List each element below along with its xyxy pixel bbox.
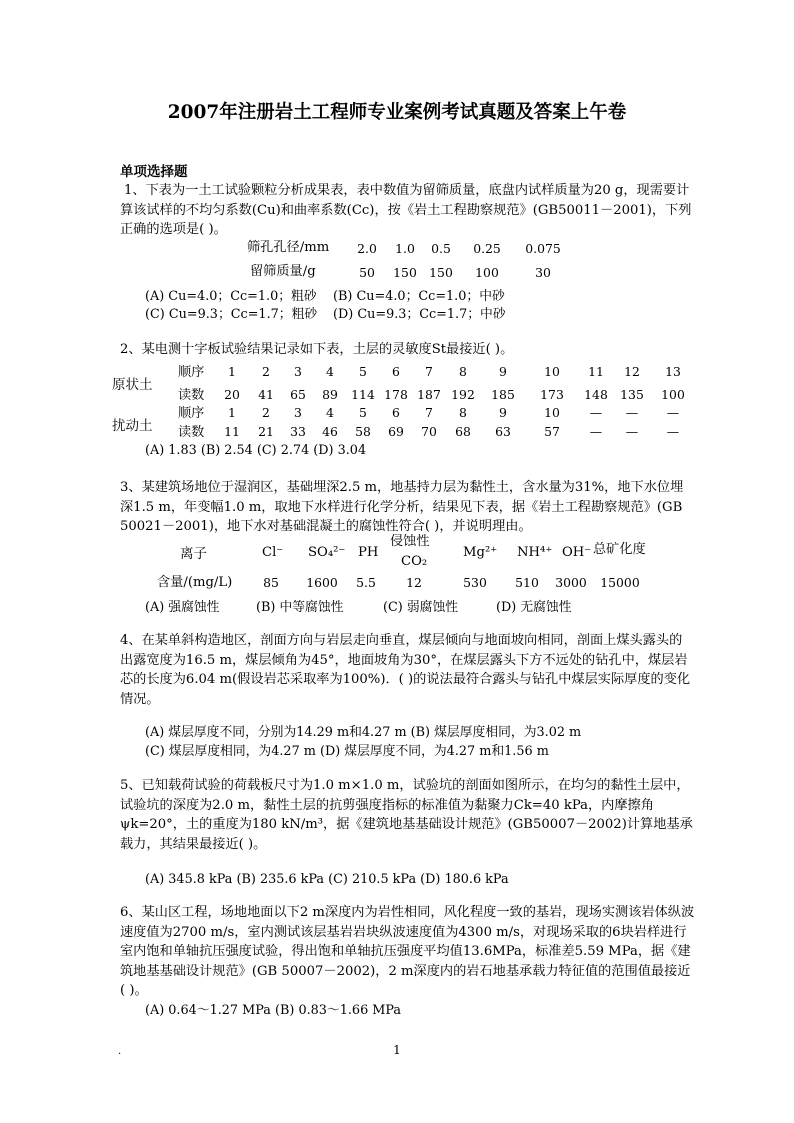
q2-seq-cell: 11 (588, 364, 604, 379)
q3-header-nh: NH⁴⁺ (517, 545, 553, 560)
q3-header-ph: PH (358, 545, 379, 560)
q2-dist-read-cell: 70 (421, 424, 437, 439)
q3-header-co2-bottom: CO₂ (401, 554, 428, 569)
q3-option-c: (C) 弱腐蚀性 (383, 600, 459, 615)
q3-value-cell: 85 (263, 575, 279, 590)
q2-dist-read-cell: 58 (355, 424, 371, 439)
q2-orig-read-cell: 114 (351, 387, 375, 402)
q2-dist-read-cell: 33 (290, 424, 306, 439)
q2-seq-cell: 2 (262, 364, 270, 379)
q3-header-cl: Cl⁻ (262, 545, 284, 560)
q2-soil-original: 原状土 (112, 377, 153, 393)
q3-header-co2-top: 侵蚀性 (390, 534, 430, 549)
q2-dist-seq-cell: 6 (392, 405, 400, 420)
q2-orig-read-cell: 185 (491, 387, 515, 402)
page-number: 1 (393, 1043, 401, 1057)
q2-orig-read-cell: 41 (258, 387, 274, 402)
q1-retained-mass-cell: 100 (475, 265, 499, 280)
q3-header-so4: SO₄²⁻ (308, 545, 346, 560)
q3-option-d: (D) 无腐蚀性 (496, 600, 572, 615)
q2-read-label: 读数 (178, 388, 205, 403)
q4-options-ab: (A) 煤层厚度不同，分别为14.29 m和4.27 m (B) 煤层厚度相同，为3.02 m (145, 725, 582, 740)
q6-text: 6、某山区工程，场地地面以下2 m深度内为岩性相同，风化程度一致的基岩，现场实测该岩体纵波速度值为2700 m/s，室内测试该层基岩岩块纵波速度值为4300 m/s，对现场采取的6块岩样进行室内饱和单轴抗压强度试验，得出饱和单轴抗压强度平均值13.6MPa，标准差5.59 MPa，据《建筑地基基础设计规范》(GB 50007－2002)，2 m深度内的岩石地基承载力特征值的范围值最接近( )。 (120, 905, 695, 998)
q5-options: (A) 345.8 kPa (B) 235.6 kPa (C) 210.5 kPa (D) 180.6 kPa (145, 872, 509, 887)
q2-text: 2、某电测十字板试验结果记录如下表，土层的灵敏度St最接近( )。 (120, 342, 514, 357)
q2-dist-seq-cell: 5 (359, 405, 367, 420)
q2-dist-read-cell: 11 (224, 424, 240, 439)
q1-retained-mass-cell: 50 (359, 265, 375, 280)
q2-seq-cell: 4 (326, 364, 334, 379)
q2-dist-read-cell: 46 (322, 424, 338, 439)
q1-text: 1、下表为一土工试验颗粒分析成果表，表中数值为留筛质量，底盘内试样质量为20 g，现需要计算该试样的不均匀系数(Cu)和曲率系数(Cc)，按《岩土工程勘察规范》(GB50011－2001)，下列正确的选项是( )。 (120, 183, 692, 237)
q2-dist-seq-cell: 7 (425, 405, 433, 420)
q3-header-oh: OH⁻ (562, 545, 592, 560)
q2-dist-read-cell: — (625, 424, 639, 439)
q2-orig-read-cell: 65 (290, 387, 306, 402)
q2-dist-seq-cell: 9 (499, 405, 507, 420)
q2-dist-read-label: 读数 (178, 425, 205, 440)
q2-dist-seq-cell: 1 (228, 405, 236, 420)
q1-row1-label: 筛孔孔径/mm (247, 240, 330, 255)
q2-dist-seq-cell: 8 (459, 405, 467, 420)
q3-value-cell: 5.5 (356, 575, 376, 590)
q1-row2-label: 留筛质量/g (250, 264, 316, 279)
q2-orig-read-cell: 187 (417, 387, 441, 402)
q1-sieve-size-cell: 0.5 (431, 241, 451, 256)
q1-sieve-size-cell: 0.075 (525, 241, 561, 256)
q2-dist-seq-label: 顺序 (178, 406, 205, 421)
q2-soil-disturbed: 扰动土 (112, 418, 153, 434)
q3-text: 3、某建筑场地位于湿润区，基础埋深2.5 m，地基持力层为黏性土，含水量为31%，地下水位埋深1.5 m，年变幅1.0 m，取地下水样进行化学分析，结果见下表，据《岩土工程勘察规范》(GB 50021－2001)，地下水对基础混凝土的腐蚀性符合( )，并说明理由。 (120, 480, 684, 534)
q1-sieve-size-cell: 0.25 (473, 241, 501, 256)
q1-sieve-size-cell: 2.0 (357, 241, 377, 256)
q2-dist-read-cell: — (589, 424, 603, 439)
q3-ion-label: 离子 (180, 546, 207, 562)
q2-dist-seq-cell: 4 (326, 405, 334, 420)
q3-value-cell: 15000 (600, 575, 640, 590)
q1-option-a: (A) Cu=4.0；Cc=1.0；粗砂 (145, 289, 317, 304)
q2-seq-cell: 7 (425, 364, 433, 379)
q2-orig-read-cell: 148 (584, 387, 608, 402)
q2-dist-seq-cell: — (666, 405, 680, 420)
q2-dist-seq-cell: 3 (294, 405, 302, 420)
footer-dot: . (118, 1046, 122, 1057)
q2-dist-read-cell: — (666, 424, 680, 439)
q2-orig-read-cell: 100 (661, 387, 685, 402)
q2-seq-cell: 3 (294, 364, 302, 379)
q3-option-a: (A) 强腐蚀性 (145, 600, 220, 615)
q1-retained-mass-cell: 30 (535, 265, 551, 280)
q2-dist-read-cell: 63 (495, 424, 511, 439)
q2-orig-read-cell: 192 (451, 387, 475, 402)
q1-option-b: (B) Cu=4.0；Cc=1.0；中砂 (333, 289, 505, 304)
q1-retained-mass-cell: 150 (429, 265, 453, 280)
q2-orig-read-cell: 89 (322, 387, 338, 402)
page-title: 2007年注册岩土工程师专业案例考试真题及答案上午卷 (167, 102, 627, 123)
q2-orig-read-cell: 178 (384, 387, 408, 402)
q2-seq-cell: 12 (624, 364, 640, 379)
q2-orig-read-cell: 135 (620, 387, 644, 402)
q2-dist-seq-cell: 2 (262, 405, 270, 420)
q2-options: (A) 1.83 (B) 2.54 (C) 2.74 (D) 3.04 (145, 443, 367, 458)
q3-header-total: 总矿化度 (593, 542, 646, 557)
q5-text: 5、已知载荷试验的荷载板尺寸为1.0 m×1.0 m，试验坑的剖面如图所示，在均匀的黏性土层中，试验坑的深度为2.0 m，黏性土层的抗剪强度指标的标准值为黏聚力Ck=40 kPa，内摩擦角ψk=20°，土的重度为180 kN/m³，据《建筑地基基础设计规范》(GB50007－2002)计算地基承载力，其结果最接近( )。 (120, 778, 693, 852)
q2-dist-read-cell: 69 (388, 424, 404, 439)
q4-options-cd: (C) 煤层厚度相同，为4.27 m (D) 煤层厚度不同，为4.27 m和1.56 m (145, 744, 549, 759)
q3-value-cell: 12 (406, 575, 422, 590)
q3-option-b: (B) 中等腐蚀性 (256, 600, 344, 615)
q2-seq-label: 顺序 (178, 365, 205, 380)
q2-seq-cell: 8 (459, 364, 467, 379)
q2-dist-seq-cell: — (625, 405, 639, 420)
q3-header-mg: Mg²⁺ (463, 545, 498, 560)
q3-value-cell: 1600 (306, 575, 338, 590)
q3-value-cell: 510 (515, 575, 539, 590)
q2-orig-read-cell: 173 (540, 387, 564, 402)
q2-seq-cell: 10 (544, 364, 560, 379)
q6-options: (A) 0.64～1.27 MPa (B) 0.83～1.66 MPa (145, 1003, 402, 1018)
q3-value-cell: 3000 (555, 575, 587, 590)
section-heading: 单项选择题 (120, 164, 188, 180)
q2-seq-cell: 6 (392, 364, 400, 379)
q3-value-cell: 530 (463, 575, 487, 590)
q1-option-d: (D) Cu=9.3；Cc=1.7；中砂 (333, 307, 506, 322)
q2-orig-read-cell: 20 (224, 387, 240, 402)
q2-dist-seq-cell: 10 (544, 405, 560, 420)
q2-seq-cell: 5 (359, 364, 367, 379)
q2-seq-cell: 13 (665, 364, 681, 379)
q4-text: 4、在某单斜构造地区，剖面方向与岩层走向垂直，煤层倾向与地面坡向相同，剖面上煤头露头的出露宽度为16.5 m，煤层倾角为45°，地面坡角为30°，在煤层露头下方不远处的钻孔中，煤层岩芯的长度为6.04 m(假设岩芯采取率为100%)．( )的说法最符合露头与钻孔中煤层实际厚度的变化情况。 (120, 633, 691, 707)
q2-dist-read-cell: 68 (455, 424, 471, 439)
q1-option-c: (C) Cu=9.3；Cc=1.7；粗砂 (145, 307, 318, 322)
q2-dist-seq-cell: — (589, 405, 603, 420)
q2-seq-cell: 1 (228, 364, 236, 379)
q1-sieve-size-cell: 1.0 (395, 241, 415, 256)
q2-seq-cell: 9 (499, 364, 507, 379)
q2-dist-read-cell: 57 (544, 424, 560, 439)
q2-dist-read-cell: 21 (258, 424, 274, 439)
q3-content-label: 含量/(mg/L) (157, 575, 233, 590)
q1-retained-mass-cell: 150 (393, 265, 417, 280)
